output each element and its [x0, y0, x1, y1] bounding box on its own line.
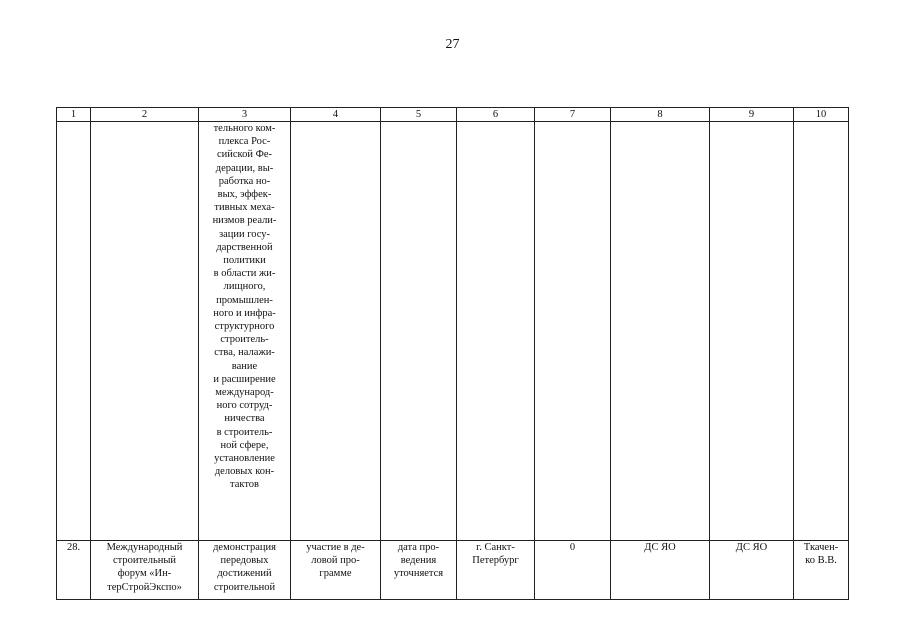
- header-col-5: 5: [381, 108, 457, 122]
- event-name-cell: [91, 541, 199, 600]
- header-col-7: 7: [535, 108, 611, 122]
- text-line: ко В.В.: [805, 555, 837, 567]
- text-line: дата про-: [397, 542, 440, 553]
- text-line: вых, эффек-: [217, 189, 272, 201]
- text-line: вание: [231, 360, 258, 372]
- text-line: работка но-: [218, 175, 271, 187]
- continuation-row: [57, 122, 849, 541]
- text-line: строительный: [112, 555, 177, 567]
- cont-cell-1: [57, 122, 91, 541]
- text-line: политики: [223, 255, 266, 267]
- cont-cell-10: [794, 122, 849, 541]
- funding-cell: 0: [535, 541, 611, 600]
- text-line: тивных меха-: [214, 202, 275, 214]
- participation-form-cell: [291, 541, 381, 600]
- header-col-3: 3: [199, 108, 291, 122]
- cont-cell-6: [457, 122, 535, 541]
- cont-cell-2: [91, 122, 199, 541]
- text-line: ведения: [400, 555, 437, 567]
- text-line: ного сотруд-: [216, 400, 273, 412]
- text-line: в области жи-: [213, 268, 276, 280]
- header-col-6: 6: [457, 108, 535, 122]
- row-number: 28.: [57, 541, 91, 600]
- event-place-cell: [457, 541, 535, 600]
- text-line: зации госу-: [218, 228, 271, 240]
- text-line: тельного ком-: [213, 123, 276, 134]
- document-table: [56, 107, 849, 600]
- text-line: лищного,: [223, 281, 266, 293]
- cont-col3-text: [201, 122, 288, 492]
- header-col-4: 4: [291, 108, 381, 122]
- text-line: форум «Ин-: [117, 568, 172, 580]
- executor-cell: ДС ЯО: [710, 541, 794, 600]
- text-line: деловых кон-: [214, 466, 275, 478]
- text-line: низмов реали-: [212, 215, 277, 227]
- header-col-10: 10: [794, 108, 849, 122]
- cont-cell-7: [535, 122, 611, 541]
- header-col-9: 9: [710, 108, 794, 122]
- page-number: 27: [445, 37, 460, 52]
- header-col-1: 1: [57, 108, 91, 122]
- text-line: ничества: [224, 413, 265, 425]
- event-goal: [201, 541, 288, 594]
- text-line: грамме: [319, 568, 352, 580]
- event-date-cell: [381, 541, 457, 600]
- event-goal-cell: [199, 541, 291, 600]
- text-line: достижений: [217, 568, 272, 580]
- cont-cell-5: [381, 122, 457, 541]
- table-row-28: [57, 541, 849, 600]
- text-line: в строитель-: [216, 426, 273, 438]
- text-line: уточняется: [393, 568, 444, 580]
- responsible-cell: [794, 541, 849, 600]
- header-row: [57, 108, 849, 122]
- text-line: и расширение: [213, 373, 276, 385]
- text-line: структурного: [214, 321, 275, 333]
- text-line: сийской Фе-: [216, 149, 273, 161]
- text-line: ловой про-: [311, 555, 360, 567]
- text-line: Петербург: [472, 555, 519, 567]
- participation-form: [293, 541, 378, 581]
- cont-cell-9: [710, 122, 794, 541]
- text-line: Ткачен-: [803, 542, 839, 553]
- cont-cell-3: [199, 122, 291, 541]
- text-line: Международный: [106, 542, 183, 553]
- responsible-person: [796, 541, 846, 567]
- event-date: [383, 541, 454, 581]
- event-name: [93, 541, 196, 594]
- text-line: строительной: [213, 581, 276, 593]
- text-line: передовых: [220, 555, 269, 567]
- text-line: участие в де-: [306, 542, 365, 553]
- text-line: демонстрация: [213, 542, 276, 553]
- text-line: плекса Рос-: [218, 136, 271, 148]
- header-col-8: 8: [611, 108, 710, 122]
- text-line: терСтройЭкспо»: [107, 581, 182, 593]
- cont-cell-8: [611, 122, 710, 541]
- text-line: установление: [214, 453, 275, 465]
- text-line: строитель-: [220, 334, 269, 346]
- text-line: г. Санкт-: [476, 542, 515, 553]
- cont-cell-4: [291, 122, 381, 541]
- text-line: тактов: [230, 479, 259, 491]
- event-place: [459, 541, 532, 567]
- text-line: дерации, вы-: [215, 162, 274, 174]
- text-line: международ-: [215, 387, 274, 399]
- header-col-2: 2: [91, 108, 199, 122]
- text-line: промышлен-: [216, 294, 273, 306]
- text-line: ства, налажи-: [214, 347, 275, 359]
- organizer-cell: ДС ЯО: [611, 541, 710, 600]
- text-line: ной сфере,: [220, 439, 269, 451]
- text-line: дарственной: [216, 241, 273, 253]
- text-line: ного и инфра-: [213, 307, 276, 319]
